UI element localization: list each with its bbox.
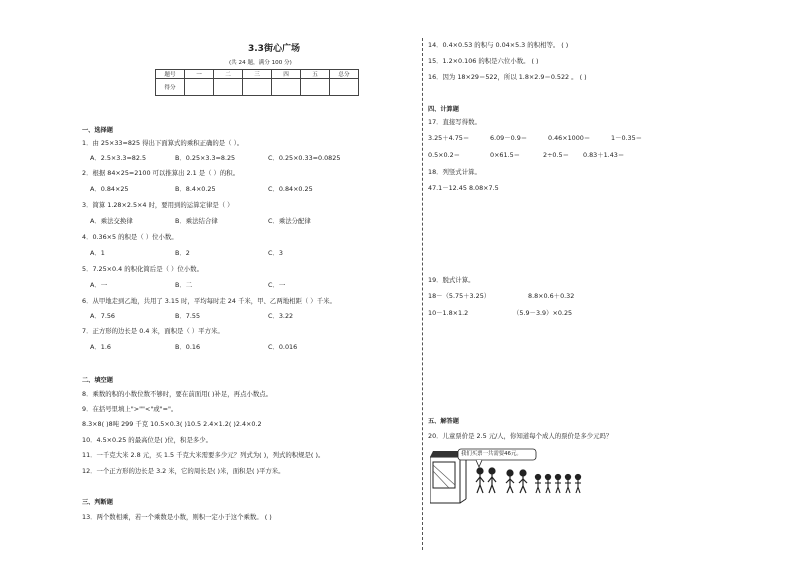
q4-option-c: C．3 — [268, 249, 283, 257]
section-heading-judge: 三、判断题 — [82, 499, 113, 506]
q7-option-b: B．0.16 — [175, 343, 201, 351]
score-cell[interactable] — [243, 79, 272, 96]
calc-item: 3.25＋4.75＝ — [428, 134, 470, 142]
q19-expr: 10－1.8×1.2 — [428, 309, 469, 317]
q2-option-c: C．0.84×0.25 — [268, 185, 313, 193]
q5-option-b: B．二 — [175, 281, 193, 289]
calc-item: 0.46×1000＝ — [548, 134, 591, 142]
question-9-row: 8.3×8( )8吨 299 千克 10.5×0.3( )10.5 2.4×1.2( )2.4×0.2 — [82, 420, 262, 428]
question-15: 15．1.2×0.106 的积是六位小数。 ( ) — [428, 57, 539, 65]
score-header-cell: 四 — [272, 70, 301, 79]
q5-option-a: A．一 — [90, 281, 108, 289]
q2-option-b: B．8.4×0.25 — [175, 185, 216, 193]
q4-option-a: A．1 — [90, 249, 105, 257]
q3-option-c: C．乘法分配律 — [268, 217, 311, 225]
score-row-label: 得分 — [156, 79, 185, 96]
page-title: 3.3街心广场 — [248, 44, 300, 54]
question-20: 20．儿童票价是 2.5 元/人，你知道每个成人的票价是多少元吗？ — [428, 432, 613, 440]
score-header-cell: 三 — [243, 70, 272, 79]
q1-option-a: A．2.5×3.3=82.5 — [90, 154, 147, 162]
page-subtitle: (共 24 题，满分 100 分) — [229, 60, 292, 66]
question-4: 4．0.36×5 的积是（ ）位小数。 — [82, 233, 178, 241]
score-header-cell: 总分 — [330, 70, 359, 79]
section-heading-solve: 五、解答题 — [428, 418, 459, 425]
score-cell[interactable] — [301, 79, 330, 96]
question-14: 14．0.4×0.53 的积与 0.04×5.3 的积相等。 ( ) — [428, 41, 569, 49]
question-12: 12．一个正方形的边长是 3.2 米，它的周长是( )米，面积是( )平方米。 — [82, 467, 285, 475]
calc-item: 0.5×0.2＝ — [428, 151, 461, 159]
q3-option-a: A．乘法交换律 — [90, 217, 133, 225]
question-8: 8．乘数的积的小数位数不够时，要在前面用( )补足，再点小数点。 — [82, 390, 273, 398]
question-16: 16．因为 18×29＝522，所以 1.8×2.9＝0.522 。 ( ) — [428, 73, 587, 81]
q2-option-a: A．0.84×25 — [90, 185, 129, 193]
score-cell[interactable] — [185, 79, 214, 96]
score-table — [155, 69, 359, 96]
calc-item: 1－0.35＝ — [611, 134, 643, 142]
score-cell[interactable] — [330, 79, 359, 96]
score-header-cell: 五 — [301, 70, 330, 79]
score-cell[interactable] — [214, 79, 243, 96]
ticket-booth-illustration — [430, 445, 600, 509]
calc-item: 6.09－0.9＝ — [490, 134, 528, 142]
section-heading-choice: 一、选择题 — [82, 127, 113, 134]
q19-expr: 8.8×0.6＋0.32 — [528, 292, 575, 300]
q7-option-c: C．0.016 — [268, 343, 298, 351]
question-11: 11．一千克大米 2.8 元，买 1.5 千克大米需要多少元？列式为( )，列式的积规是( )。 — [82, 451, 325, 459]
question-7: 7．正方形的边长是 0.4 米，面积是（ ）平方米。 — [82, 327, 224, 335]
question-3: 3．简算 1.28×2.5×4 时，要用到的运算定律是（ ） — [82, 201, 234, 209]
question-19: 19．脱式计算。 — [428, 276, 475, 284]
question-1: 1．由 25×33=825 得出下面算式的乘积正确的是（ ）。 — [82, 139, 244, 147]
q19-expr: 18－（5.75＋3.25） — [428, 292, 491, 300]
q6-option-a: A．7.56 — [90, 312, 115, 320]
q6-option-b: B．7.55 — [175, 312, 201, 320]
score-header-cell: 一 — [185, 70, 214, 79]
q3-option-b: B．乘法结合律 — [175, 217, 218, 225]
question-18: 18．列竖式计算。 — [428, 168, 481, 176]
question-9: 9．在括号里填上">""<"或"="。 — [82, 405, 178, 413]
q19-expr: （5.9－3.9）×0.25 — [513, 309, 573, 317]
calc-item: 0.83＋1.43＝ — [583, 151, 625, 159]
section-heading-fill: 二、填空题 — [82, 377, 113, 384]
calc-item: 0×61.5＝ — [490, 151, 521, 159]
question-5: 5．7.25×0.4 的积化简后是（ ）位小数。 — [82, 265, 203, 273]
score-header-cell: 二 — [214, 70, 243, 79]
question-13: 13．两个数相乘，若一个乘数是小数，则积一定小于这个乘数。 ( ) — [82, 513, 272, 521]
q1-option-b: B．0.25×3.3=8.25 — [175, 154, 236, 162]
question-18-row: 47.1－12.45 8.08×7.5 — [428, 184, 499, 192]
question-6: 6．从甲地走到乙地，共用了 3.15 时，平均每时走 24 千米，甲、乙两地相距（ ）千米。 — [82, 297, 336, 305]
q5-option-c: C．一 — [268, 281, 286, 289]
question-2: 2．根据 84×25=2100 可以推算出 2.1 是（ ）的积。 — [82, 169, 240, 177]
q1-option-c: C．0.25×0.33=0.0825 — [268, 154, 341, 162]
column-divider — [422, 38, 423, 550]
question-17: 17．直接写得数。 — [428, 118, 481, 126]
q7-option-a: A．1.6 — [90, 343, 111, 351]
section-heading-calc: 四、计算题 — [428, 106, 459, 113]
q4-option-b: B．2 — [175, 249, 190, 257]
speech-bubble-text: 我们买票一共需要46元。 — [461, 451, 522, 457]
q6-option-c: C．3.22 — [268, 312, 294, 320]
score-header-cell: 题号 — [156, 70, 185, 79]
score-cell[interactable] — [272, 79, 301, 96]
calc-item: 2÷0.5＝ — [543, 151, 569, 159]
question-10: 10．4.5×0.25 的最高位是( )位，积是多少。 — [82, 436, 213, 444]
